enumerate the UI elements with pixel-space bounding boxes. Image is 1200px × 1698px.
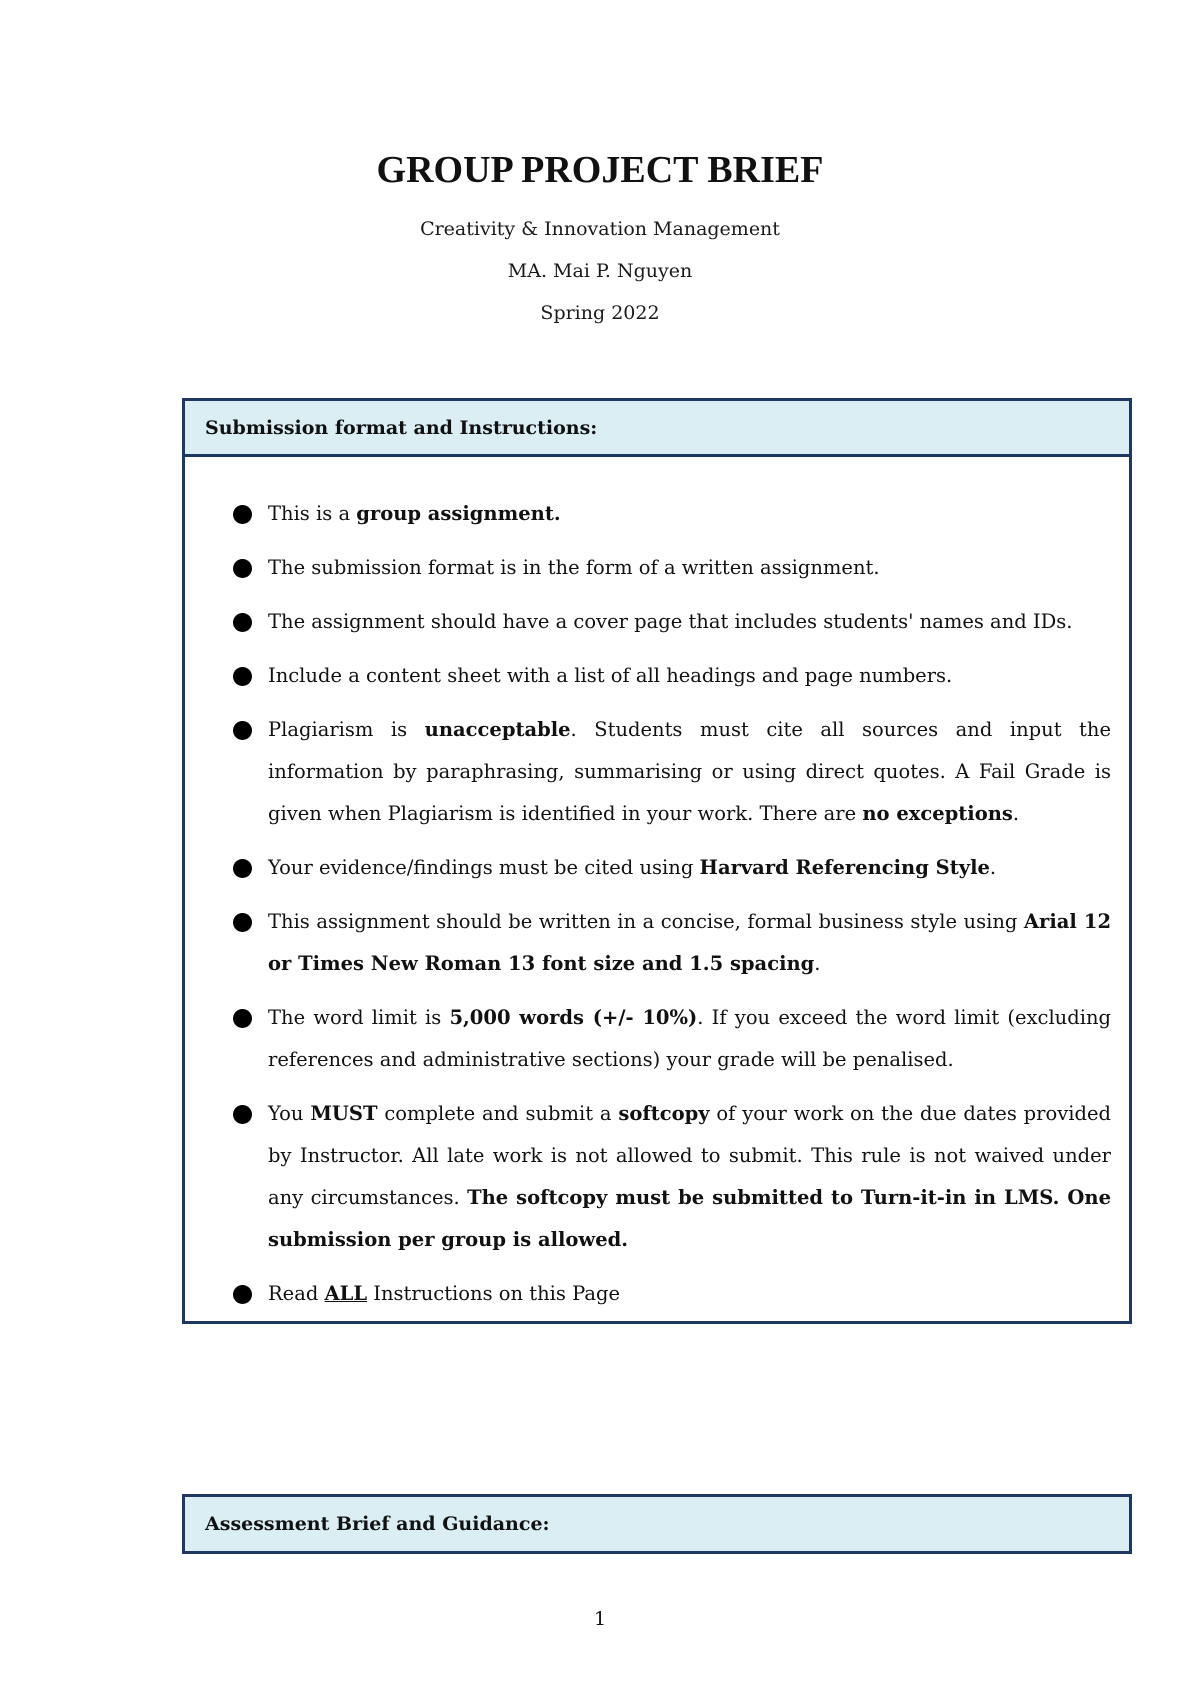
instruction-item-word-limit: The word limit is 5,000 words (+/- 10%). If you exceed the word limit (excluding references and administrative sections) your grade will be penalised. <box>185 997 1111 1081</box>
instructions-header: Submission format and Instructions: <box>185 401 1129 457</box>
document-title: GROUP PROJECT BRIEF <box>376 149 824 191</box>
instruction-item-format: The submission format is in the form of a written assignment. <box>185 547 1111 589</box>
instruction-item-read-all: Read ALL Instructions on this Page <box>185 1273 1111 1315</box>
bullet-icon <box>233 667 252 686</box>
bullet-icon <box>233 505 252 524</box>
term: Spring 2022 <box>540 302 660 324</box>
instruction-item-cover-page: The assignment should have a cover page that includes students' names and IDs. <box>185 601 1111 643</box>
bullet-icon <box>233 1285 252 1304</box>
bullet-icon <box>233 1105 252 1124</box>
instructions-box <box>182 398 1132 1324</box>
instruction-item-referencing: Your evidence/findings must be cited using Harvard Referencing Style. <box>185 847 1111 889</box>
bullet-icon <box>233 559 252 578</box>
instructor-name: MA. Mai P. Nguyen <box>507 260 693 282</box>
instructions-list <box>185 457 1129 1315</box>
instruction-item-submission: You MUST complete and submit a softcopy of your work on the due dates provided by Instructor. All late work is not allowed to submit. This rule is not waived under any circumstances. The softcopy must be submitted to Turn-it-in in LMS. One submission per group is allowed. <box>185 1093 1111 1261</box>
bullet-icon <box>233 1009 252 1028</box>
assessment-box <box>182 1494 1132 1554</box>
instruction-item-group-assignment: This is a group assignment. <box>185 493 1111 535</box>
course-name: Creativity & Innovation Management <box>420 218 780 240</box>
bullet-icon <box>233 613 252 632</box>
bullet-icon <box>233 913 252 932</box>
bullet-icon <box>233 859 252 878</box>
instruction-item-content-sheet: Include a content sheet with a list of all headings and page numbers. <box>185 655 1111 697</box>
instruction-item-plagiarism: Plagiarism is unacceptable. Students must cite all sources and input the information by paraphrasing, summarising or using direct quotes. A Fail Grade is given when Plagiarism is identified in your work. There are no exceptions. <box>185 709 1111 835</box>
bullet-icon <box>233 721 252 740</box>
instruction-item-style: This assignment should be written in a concise, formal business style using Arial 12 or Times New Roman 13 font size and 1.5 spacing. <box>185 901 1111 985</box>
page-number: 1 <box>593 1608 607 1630</box>
assessment-header: Assessment Brief and Guidance: <box>185 1497 1129 1551</box>
